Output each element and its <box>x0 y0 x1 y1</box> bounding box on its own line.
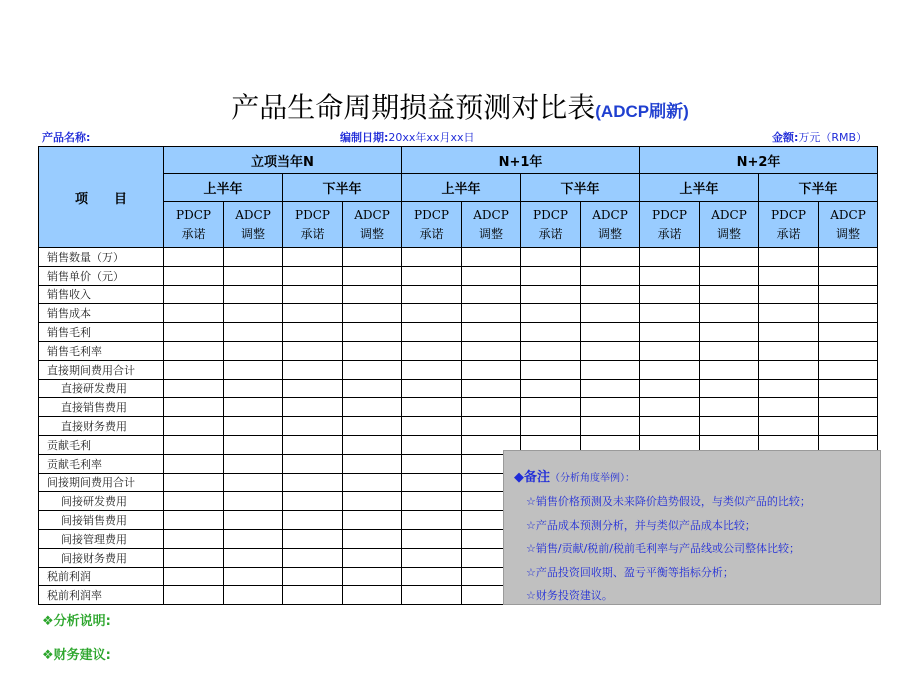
value-cell[interactable] <box>164 323 224 342</box>
value-cell[interactable] <box>224 548 283 567</box>
row-label: 销售毛利率 <box>39 341 164 360</box>
value-cell[interactable] <box>700 417 759 436</box>
value-cell[interactable] <box>521 379 581 398</box>
value-cell[interactable] <box>640 360 700 379</box>
remark-line: ☆产品成本预测分析，并与类似产品成本比较； <box>526 518 756 532</box>
value-cell[interactable] <box>581 398 640 417</box>
value-cell[interactable] <box>283 398 343 417</box>
row-label: 销售毛利 <box>39 323 164 342</box>
value-cell[interactable] <box>700 248 759 267</box>
value-cell[interactable] <box>343 511 402 530</box>
sub-column-header <box>581 202 640 248</box>
value-cell[interactable] <box>164 548 224 567</box>
half-year-header: 上半年 <box>164 174 283 202</box>
sub-column-code: ADCP <box>711 207 747 222</box>
value-cell[interactable] <box>164 417 224 436</box>
value-cell[interactable] <box>640 379 700 398</box>
value-cell[interactable] <box>462 341 521 360</box>
row-label: 间接研发费用 <box>39 492 164 511</box>
value-cell[interactable] <box>759 417 819 436</box>
table-row <box>39 304 878 323</box>
value-cell[interactable] <box>402 248 462 267</box>
row-label: 销售成本 <box>39 304 164 323</box>
value-cell[interactable] <box>283 379 343 398</box>
value-cell[interactable] <box>462 304 521 323</box>
value-cell[interactable] <box>164 360 224 379</box>
sub-column-code: PDCP <box>771 207 806 222</box>
sub-column-code: PDCP <box>295 207 330 222</box>
row-label: 直接销售费用 <box>39 398 164 417</box>
sub-column-header <box>521 202 581 248</box>
compile-date <box>340 129 474 145</box>
sub-column-code: PDCP <box>652 207 687 222</box>
value-cell[interactable] <box>640 398 700 417</box>
value-cell[interactable] <box>283 341 343 360</box>
remark-hint: （分析角度举例）： <box>550 473 635 484</box>
remark-line: ☆产品投资回收期、盈亏平衡等指标分析； <box>526 565 734 579</box>
value-cell[interactable] <box>283 567 343 586</box>
row-label: 销售数量（万） <box>39 248 164 267</box>
value-cell[interactable] <box>819 341 878 360</box>
finance-advice: ❖财务建议: <box>42 648 111 663</box>
value-cell[interactable] <box>164 511 224 530</box>
value-cell[interactable] <box>521 266 581 285</box>
value-cell[interactable] <box>224 360 283 379</box>
value-cell[interactable] <box>343 323 402 342</box>
value-cell[interactable] <box>819 417 878 436</box>
value-cell[interactable] <box>819 304 878 323</box>
value-cell[interactable] <box>700 398 759 417</box>
value-cell[interactable] <box>581 417 640 436</box>
compile-date-label: 编制日期: <box>340 131 389 144</box>
value-cell[interactable] <box>224 341 283 360</box>
year-header: 立项当年N <box>164 147 402 174</box>
value-cell[interactable] <box>283 417 343 436</box>
item-header: 项 目 <box>39 147 164 248</box>
value-cell[interactable] <box>759 341 819 360</box>
value-cell[interactable] <box>640 266 700 285</box>
value-cell[interactable] <box>581 341 640 360</box>
value-cell[interactable] <box>759 285 819 304</box>
sub-column-code: PDCP <box>414 207 449 222</box>
sub-column-code: ADCP <box>354 207 390 222</box>
row-label: 直接财务费用 <box>39 417 164 436</box>
title-sub: (ADCP刷新) <box>595 102 689 121</box>
value-cell[interactable] <box>283 435 343 454</box>
value-cell[interactable] <box>819 266 878 285</box>
value-cell[interactable] <box>224 379 283 398</box>
value-cell[interactable] <box>343 454 402 473</box>
value-cell[interactable] <box>164 473 224 492</box>
value-cell[interactable] <box>164 435 224 454</box>
value-cell[interactable] <box>283 248 343 267</box>
sub-column-type: 调整 <box>359 226 384 241</box>
sub-column-code: PDCP <box>533 207 568 222</box>
value-cell[interactable] <box>343 398 402 417</box>
value-cell[interactable] <box>640 304 700 323</box>
value-cell[interactable] <box>164 567 224 586</box>
sub-column-code: ADCP <box>592 207 628 222</box>
value-cell[interactable] <box>640 248 700 267</box>
sub-column-header <box>700 202 759 248</box>
value-cell[interactable] <box>462 398 521 417</box>
sub-column-type: 调整 <box>597 226 622 241</box>
value-cell[interactable] <box>164 285 224 304</box>
value-cell[interactable] <box>819 379 878 398</box>
table-row <box>39 248 878 267</box>
sub-column-header <box>402 202 462 248</box>
value-cell[interactable] <box>224 304 283 323</box>
value-cell[interactable] <box>402 454 462 473</box>
value-cell[interactable] <box>640 323 700 342</box>
value-cell[interactable] <box>224 266 283 285</box>
value-cell[interactable] <box>164 529 224 548</box>
value-cell[interactable] <box>581 360 640 379</box>
value-cell[interactable] <box>343 266 402 285</box>
half-year-header: 下半年 <box>759 174 878 202</box>
value-cell[interactable] <box>402 323 462 342</box>
value-cell[interactable] <box>402 548 462 567</box>
table-row <box>39 266 878 285</box>
half-year-header: 上半年 <box>402 174 521 202</box>
sub-column-type: 承诺 <box>419 226 444 241</box>
value-cell[interactable] <box>819 323 878 342</box>
value-cell[interactable] <box>759 248 819 267</box>
table-row <box>39 379 878 398</box>
value-cell[interactable] <box>700 341 759 360</box>
value-cell[interactable] <box>759 360 819 379</box>
value-cell[interactable] <box>402 586 462 605</box>
value-cell[interactable] <box>343 360 402 379</box>
half-year-header: 下半年 <box>521 174 640 202</box>
product-name-label: 产品名称: <box>42 131 91 144</box>
value-cell[interactable] <box>283 548 343 567</box>
row-label: 贡献毛利率 <box>39 454 164 473</box>
value-cell[interactable] <box>343 248 402 267</box>
value-cell[interactable] <box>343 435 402 454</box>
value-cell[interactable] <box>343 473 402 492</box>
value-cell[interactable] <box>462 360 521 379</box>
sub-column-header <box>819 202 878 248</box>
value-cell[interactable] <box>759 379 819 398</box>
value-cell[interactable] <box>343 548 402 567</box>
remark-box <box>503 450 881 605</box>
value-cell[interactable] <box>581 285 640 304</box>
value-cell[interactable] <box>759 323 819 342</box>
value-cell[interactable] <box>164 398 224 417</box>
sub-column-type: 调整 <box>478 226 503 241</box>
value-cell[interactable] <box>164 341 224 360</box>
value-cell[interactable] <box>343 379 402 398</box>
value-cell[interactable] <box>224 248 283 267</box>
sub-column-code: ADCP <box>830 207 866 222</box>
value-cell[interactable] <box>759 266 819 285</box>
value-cell[interactable] <box>402 398 462 417</box>
title-main: 产品生命周期损益预测对比表 <box>231 91 596 124</box>
value-cell[interactable] <box>462 285 521 304</box>
value-cell[interactable] <box>283 285 343 304</box>
value-cell[interactable] <box>402 266 462 285</box>
amount-unit <box>772 129 867 145</box>
sub-column-header <box>283 202 343 248</box>
row-label: 税前利润率 <box>39 586 164 605</box>
value-cell[interactable] <box>462 379 521 398</box>
value-cell[interactable] <box>521 304 581 323</box>
row-label: 间接财务费用 <box>39 548 164 567</box>
value-cell[interactable] <box>462 266 521 285</box>
value-cell[interactable] <box>521 417 581 436</box>
year-header: N+1年 <box>402 147 640 174</box>
value-cell[interactable] <box>224 567 283 586</box>
value-cell[interactable] <box>819 248 878 267</box>
value-cell[interactable] <box>521 248 581 267</box>
value-cell[interactable] <box>581 304 640 323</box>
value-cell[interactable] <box>700 285 759 304</box>
sub-column-type: 调整 <box>240 226 265 241</box>
value-cell[interactable] <box>343 586 402 605</box>
value-cell[interactable] <box>462 417 521 436</box>
value-cell[interactable] <box>224 511 283 530</box>
remark-line: ☆销售/贡献/税前/税前毛利率与产品线或公司整体比较； <box>526 542 800 555</box>
compile-date-value: 20xx年xx月xx日 <box>388 131 475 144</box>
value-cell[interactable] <box>343 285 402 304</box>
value-cell[interactable] <box>283 304 343 323</box>
table-row <box>39 341 878 360</box>
sub-column-header <box>759 202 819 248</box>
remark-title: ◆备注（分析角度举例）： <box>514 470 635 485</box>
value-cell[interactable] <box>640 341 700 360</box>
value-cell[interactable] <box>581 379 640 398</box>
value-cell[interactable] <box>402 360 462 379</box>
value-cell[interactable] <box>224 454 283 473</box>
sub-column-header <box>164 202 224 248</box>
value-cell[interactable] <box>164 248 224 267</box>
value-cell[interactable] <box>640 285 700 304</box>
sub-column-type: 调整 <box>835 226 860 241</box>
value-cell[interactable] <box>164 586 224 605</box>
value-cell[interactable] <box>402 304 462 323</box>
value-cell[interactable] <box>283 529 343 548</box>
half-year-header: 上半年 <box>640 174 759 202</box>
value-cell[interactable] <box>343 529 402 548</box>
sub-column-header <box>640 202 700 248</box>
value-cell[interactable] <box>521 323 581 342</box>
row-label: 间接管理费用 <box>39 529 164 548</box>
value-cell[interactable] <box>164 304 224 323</box>
value-cell[interactable] <box>521 341 581 360</box>
value-cell[interactable] <box>581 266 640 285</box>
value-cell[interactable] <box>283 454 343 473</box>
row-label: 销售收入 <box>39 285 164 304</box>
value-cell[interactable] <box>224 398 283 417</box>
value-cell[interactable] <box>283 511 343 530</box>
remark-line: ☆财务投资建议。 <box>526 589 613 602</box>
value-cell[interactable] <box>283 473 343 492</box>
sub-column-code: PDCP <box>176 207 211 222</box>
value-cell[interactable] <box>402 511 462 530</box>
amount-label: 金额: <box>772 131 799 144</box>
sub-column-header <box>224 202 283 248</box>
value-cell[interactable] <box>402 435 462 454</box>
row-label: 贡献毛利 <box>39 435 164 454</box>
sub-column-code: ADCP <box>473 207 509 222</box>
value-cell[interactable] <box>462 323 521 342</box>
sub-column-type: 承诺 <box>300 226 325 241</box>
value-cell[interactable] <box>402 341 462 360</box>
value-cell[interactable] <box>402 567 462 586</box>
value-cell[interactable] <box>164 266 224 285</box>
value-cell[interactable] <box>224 492 283 511</box>
value-cell[interactable] <box>700 323 759 342</box>
sub-column-type: 承诺 <box>657 226 682 241</box>
sub-column-type: 承诺 <box>776 226 801 241</box>
sub-column-type: 承诺 <box>538 226 563 241</box>
value-cell[interactable] <box>164 379 224 398</box>
value-cell[interactable] <box>343 417 402 436</box>
value-cell[interactable] <box>819 285 878 304</box>
value-cell[interactable] <box>224 529 283 548</box>
half-year-header: 下半年 <box>283 174 402 202</box>
sub-column-code: ADCP <box>235 207 271 222</box>
value-cell[interactable] <box>402 492 462 511</box>
sub-column-header <box>343 202 402 248</box>
value-cell[interactable] <box>402 285 462 304</box>
value-cell[interactable] <box>283 492 343 511</box>
amount-value: 万元（RMB） <box>798 131 868 144</box>
value-cell[interactable] <box>283 586 343 605</box>
table-row <box>39 323 878 342</box>
row-label: 直接研发费用 <box>39 379 164 398</box>
remark-line: ☆销售价格预测及未来降价趋势假设，与类似产品的比较； <box>526 495 811 508</box>
value-cell[interactable] <box>402 417 462 436</box>
value-cell[interactable] <box>402 379 462 398</box>
value-cell[interactable] <box>759 304 819 323</box>
value-cell[interactable] <box>283 323 343 342</box>
value-cell[interactable] <box>581 323 640 342</box>
value-cell[interactable] <box>521 285 581 304</box>
value-cell[interactable] <box>462 248 521 267</box>
value-cell[interactable] <box>224 473 283 492</box>
value-cell[interactable] <box>700 304 759 323</box>
row-label: 直接期间费用合计 <box>39 360 164 379</box>
value-cell[interactable] <box>402 529 462 548</box>
value-cell[interactable] <box>343 567 402 586</box>
year-header: N+2年 <box>640 147 878 174</box>
value-cell[interactable] <box>700 379 759 398</box>
value-cell[interactable] <box>819 398 878 417</box>
value-cell[interactable] <box>402 473 462 492</box>
value-cell[interactable] <box>521 360 581 379</box>
table-row <box>39 398 878 417</box>
value-cell[interactable] <box>224 323 283 342</box>
sub-column-header <box>462 202 521 248</box>
value-cell[interactable] <box>224 435 283 454</box>
value-cell[interactable] <box>343 304 402 323</box>
value-cell[interactable] <box>700 360 759 379</box>
value-cell[interactable] <box>224 285 283 304</box>
value-cell[interactable] <box>521 398 581 417</box>
value-cell[interactable] <box>283 266 343 285</box>
row-label: 销售单价（元） <box>39 266 164 285</box>
value-cell[interactable] <box>343 341 402 360</box>
table-row <box>39 360 878 379</box>
sub-column-type: 承诺 <box>181 226 206 241</box>
sub-column-type: 调整 <box>716 226 741 241</box>
value-cell[interactable] <box>224 417 283 436</box>
value-cell[interactable] <box>581 248 640 267</box>
table-row <box>39 417 878 436</box>
analysis-note: ❖分析说明: <box>42 614 111 629</box>
row-label: 间接销售费用 <box>39 511 164 530</box>
page-title <box>0 86 920 126</box>
value-cell[interactable] <box>343 492 402 511</box>
value-cell[interactable] <box>640 417 700 436</box>
row-label: 税前利润 <box>39 567 164 586</box>
table-row <box>39 285 878 304</box>
value-cell[interactable] <box>759 398 819 417</box>
value-cell[interactable] <box>283 360 343 379</box>
value-cell[interactable] <box>700 266 759 285</box>
value-cell[interactable] <box>164 454 224 473</box>
value-cell[interactable] <box>819 360 878 379</box>
row-label: 间接期间费用合计 <box>39 473 164 492</box>
value-cell[interactable] <box>164 492 224 511</box>
value-cell[interactable] <box>224 586 283 605</box>
